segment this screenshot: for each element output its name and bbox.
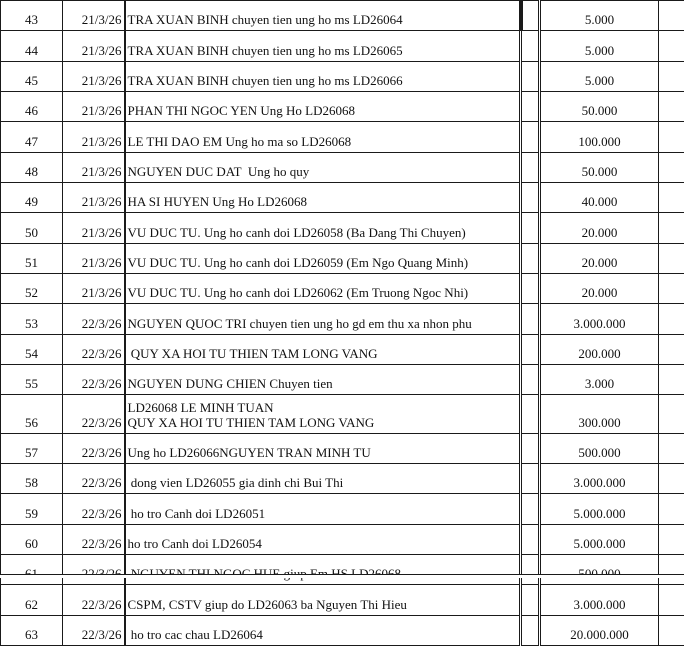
table-row: [1, 1, 684, 31]
row-amount: 500.000: [540, 434, 659, 464]
row-extra: [659, 365, 684, 395]
row-number: 57: [1, 434, 63, 464]
row-amount: [540, 555, 659, 585]
row-description: LD26068 LE MINH TUAN QUY XA HOI TU THIEN TAM LONG VANG: [125, 395, 521, 434]
table-row: [1, 122, 684, 153]
row-extra: [659, 555, 684, 585]
row-number: 45: [1, 62, 63, 92]
table-row: [1, 62, 684, 92]
row-extra: [659, 525, 684, 555]
row-extra: [659, 274, 684, 304]
row-amount: 5.000: [540, 31, 659, 62]
row-description: [125, 555, 521, 585]
row-date: 22/3/26: [63, 365, 125, 395]
row-spacer: [521, 525, 540, 555]
row-date: 21/3/26: [63, 1, 125, 31]
row-number: 54: [1, 335, 63, 365]
row-spacer: [521, 183, 540, 213]
row-extra: [659, 92, 684, 122]
row-amount: 3.000: [540, 365, 659, 395]
row-description: QUY XA HOI TU THIEN TAM LONG VANG: [125, 335, 521, 365]
row-spacer: [521, 62, 540, 92]
row-extra: [659, 304, 684, 335]
row-amount: 5.000.000: [540, 494, 659, 525]
table-row: [1, 153, 684, 183]
row-spacer: [521, 585, 540, 616]
row-date: 22/3/26: [63, 464, 125, 494]
table-row: [1, 304, 684, 335]
row-extra: [659, 244, 684, 274]
row-amount: 300.000: [540, 395, 659, 434]
row-amount: 3.000.000: [540, 585, 659, 616]
row-number: 49: [1, 183, 63, 213]
row-date: 21/3/26: [63, 62, 125, 92]
row-spacer: [521, 244, 540, 274]
row-description: PHAN THI NGOC YEN Ung Ho LD26068: [125, 92, 521, 122]
row-extra: [659, 434, 684, 464]
table-row: [1, 616, 684, 646]
row-spacer: [521, 335, 540, 365]
table-row: [1, 92, 684, 122]
row-amount: 3.000.000: [540, 464, 659, 494]
row-extra: [659, 213, 684, 244]
row-number: 62: [1, 585, 63, 616]
table-row: [1, 555, 684, 585]
row-extra: [659, 585, 684, 616]
row-spacer: [521, 365, 540, 395]
row-description: CSPM, CSTV giup do LD26063 ba Nguyen Thi Hieu: [125, 585, 521, 616]
row-extra: [659, 153, 684, 183]
row-number: 51: [1, 244, 63, 274]
row-date: 21/3/26: [63, 183, 125, 213]
row-amount: 50.000: [540, 92, 659, 122]
row-number: [1, 555, 63, 585]
table-row: [1, 494, 684, 525]
row-number: 56: [1, 395, 63, 434]
row-description: ho tro cac chau LD26064: [125, 616, 521, 646]
row-number: 55: [1, 365, 63, 395]
row-number: 47: [1, 122, 63, 153]
table-row: [1, 183, 684, 213]
row-extra: [659, 122, 684, 153]
table-bottom-edge: [0, 574, 684, 578]
row-date: 22/3/26: [63, 616, 125, 646]
row-description: TRA XUAN BINH chuyen tien ung ho ms LD26065: [125, 31, 521, 62]
row-spacer: [521, 1, 540, 31]
table-row: [1, 31, 684, 62]
row-number: 44: [1, 31, 63, 62]
row-extra: [659, 464, 684, 494]
row-date: 22/3/26: [63, 585, 125, 616]
row-amount: 20.000.000: [540, 616, 659, 646]
row-date: 22/3/26: [63, 395, 125, 434]
row-number: 48: [1, 153, 63, 183]
row-date: 21/3/26: [63, 92, 125, 122]
row-number: 46: [1, 92, 63, 122]
row-date: [63, 555, 125, 585]
row-description: TRA XUAN BINH chuyen tien ung ho ms LD26066: [125, 62, 521, 92]
row-extra: [659, 62, 684, 92]
row-description: ho tro Canh doi LD26051: [125, 494, 521, 525]
row-number: 50: [1, 213, 63, 244]
row-amount: 5.000: [540, 1, 659, 31]
row-extra: [659, 494, 684, 525]
row-amount: 20.000: [540, 274, 659, 304]
row-description: LE THI DAO EM Ung ho ma so LD26068: [125, 122, 521, 153]
row-description: NGUYEN DUNG CHIEN Chuyen tien: [125, 365, 521, 395]
row-extra: [659, 31, 684, 62]
row-date: 22/3/26: [63, 494, 125, 525]
row-date: 22/3/26: [63, 304, 125, 335]
row-date: 21/3/26: [63, 153, 125, 183]
table-row: [1, 585, 684, 616]
row-date: 22/3/26: [63, 434, 125, 464]
row-description: ho tro Canh doi LD26054: [125, 525, 521, 555]
row-spacer: [521, 92, 540, 122]
table-row: [1, 244, 684, 274]
row-spacer: [521, 122, 540, 153]
row-description: HA SI HUYEN Ung Ho LD26068: [125, 183, 521, 213]
row-description: VU DUC TU. Ung ho canh doi LD26062 (Em Truong Ngoc Nhi): [125, 274, 521, 304]
row-amount: 200.000: [540, 335, 659, 365]
row-spacer: [521, 616, 540, 646]
table-row: [1, 464, 684, 494]
row-date: 21/3/26: [63, 274, 125, 304]
row-description: NGUYEN DUC DAT Ung ho quy: [125, 153, 521, 183]
row-amount: 100.000: [540, 122, 659, 153]
row-number: 53: [1, 304, 63, 335]
row-description: TRA XUAN BINH chuyen tien ung ho ms LD26064: [125, 1, 521, 31]
table-row: [1, 525, 684, 555]
row-spacer: [521, 31, 540, 62]
row-amount: 40.000: [540, 183, 659, 213]
row-extra: [659, 616, 684, 646]
row-description: dong vien LD26055 gia dinh chi Bui Thi: [125, 464, 521, 494]
row-spacer: [521, 304, 540, 335]
row-extra: [659, 395, 684, 434]
row-number: 52: [1, 274, 63, 304]
row-date: 21/3/26: [63, 31, 125, 62]
row-spacer: [521, 153, 540, 183]
table-row: [1, 434, 684, 464]
row-spacer: [521, 494, 540, 525]
row-description: VU DUC TU. Ung ho canh doi LD26058 (Ba Dang Thi Chuyen): [125, 213, 521, 244]
row-date: 22/3/26: [63, 525, 125, 555]
table-row: [1, 274, 684, 304]
row-spacer: [521, 555, 540, 585]
row-amount: 5.000: [540, 62, 659, 92]
row-description: Ung ho LD26066NGUYEN TRAN MINH TU: [125, 434, 521, 464]
table-row: [1, 335, 684, 365]
table-row: [1, 395, 684, 434]
row-description: VU DUC TU. Ung ho canh doi LD26059 (Em Ngo Quang Minh): [125, 244, 521, 274]
table-row: [1, 365, 684, 395]
row-number: 63: [1, 616, 63, 646]
row-amount: 20.000: [540, 213, 659, 244]
row-extra: [659, 1, 684, 31]
row-date: 22/3/26: [63, 335, 125, 365]
table-row: [1, 213, 684, 244]
row-spacer: [521, 464, 540, 494]
row-date: 21/3/26: [63, 213, 125, 244]
row-number: 59: [1, 494, 63, 525]
row-amount: 50.000: [540, 153, 659, 183]
row-spacer: [521, 274, 540, 304]
row-date: 21/3/26: [63, 244, 125, 274]
row-spacer: [521, 213, 540, 244]
row-amount: 5.000.000: [540, 525, 659, 555]
row-spacer: [521, 395, 540, 434]
row-number: 60: [1, 525, 63, 555]
row-date: 21/3/26: [63, 122, 125, 153]
row-amount: 20.000: [540, 244, 659, 274]
row-spacer: [521, 434, 540, 464]
row-number: 43: [1, 1, 63, 31]
row-number: 58: [1, 464, 63, 494]
row-extra: [659, 183, 684, 213]
row-amount: 3.000.000: [540, 304, 659, 335]
row-description: NGUYEN QUOC TRI chuyen tien ung ho gd em thu xa nhon phu: [125, 304, 521, 335]
row-extra: [659, 335, 684, 365]
